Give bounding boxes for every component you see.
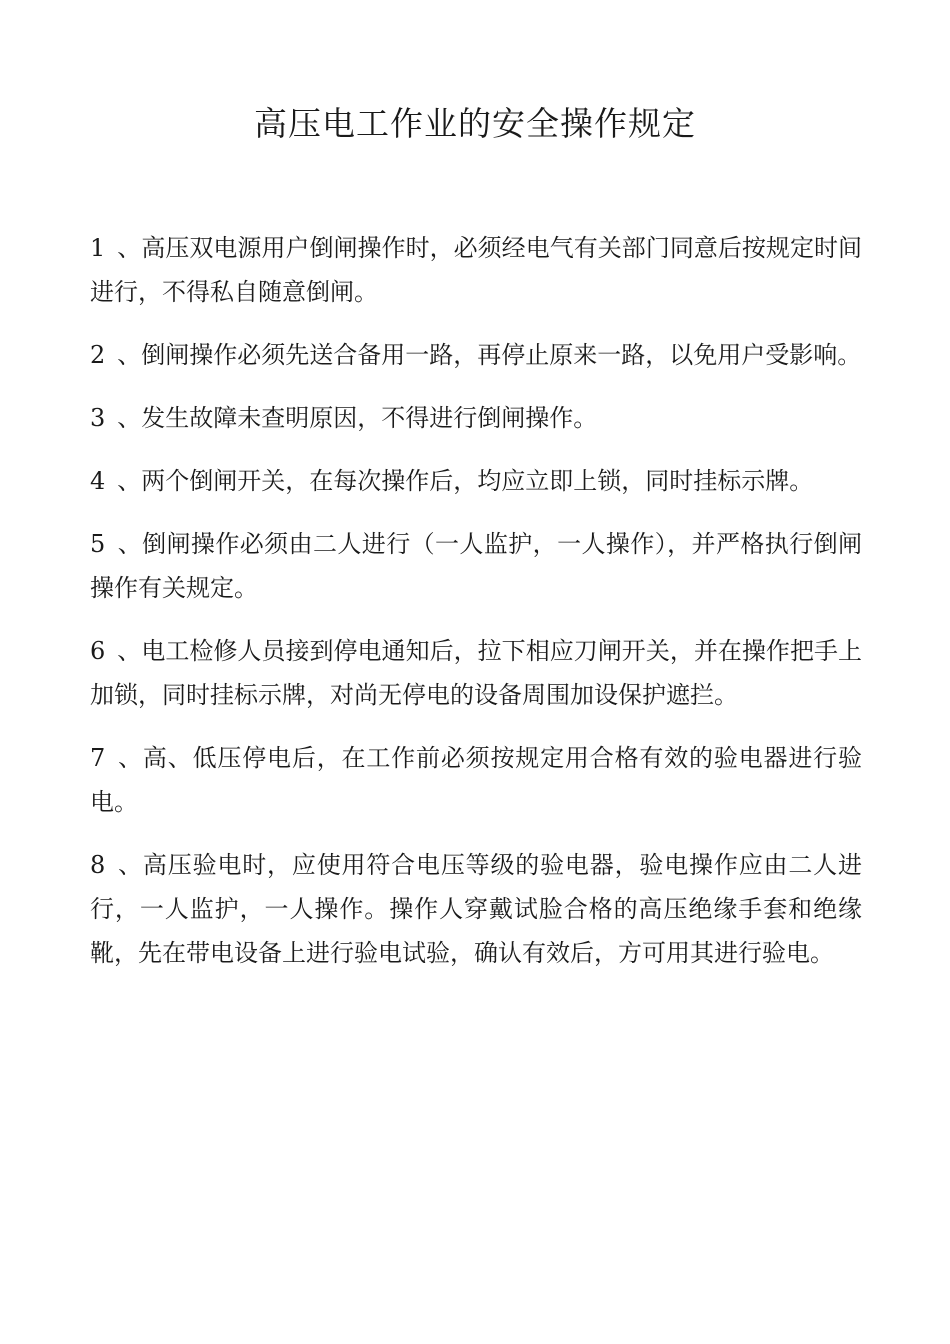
rule-item [90, 736, 862, 824]
rule-item [90, 226, 862, 314]
rule-number: 5 [90, 530, 106, 558]
rule-text: 、高、低压停电后，在工作前必须按规定用合格有效的验电器进行验电。 [90, 744, 862, 816]
rule-number: 8 [90, 851, 106, 879]
rule-item [90, 459, 862, 503]
rule-text: 、倒闸操作必须先送合备用一路，再停止原来一路，以免用户受影响。 [117, 341, 862, 369]
rule-text: 、发生故障未查明原因，不得进行倒闸操作。 [117, 404, 598, 432]
rule-text: 、高压验电时，应使用符合电压等级的验电器，验电操作应由二人进行，一人监护，一人操作。操作人穿戴试脸合格的高压绝缘手套和绝缘靴，先在带电设备上进行验电试验，确认有效后，方可用其进行验电。 [90, 851, 862, 967]
rule-number: 7 [90, 744, 106, 772]
rule-number: 6 [90, 637, 106, 665]
rule-text: 、两个倒闸开关，在每次操作后，均应立即上锁，同时挂标示牌。 [117, 467, 814, 495]
rule-text: 、高压双电源用户倒闸操作时，必须经电气有关部门同意后按规定时间进行，不得私自随意倒闸。 [90, 234, 862, 306]
document-title: 高压电工作业的安全操作规定 [254, 104, 696, 143]
rule-item [90, 629, 862, 717]
rule-text: 、倒闸操作必须由二人进行（一人监护，一人操作），并严格执行倒闸操作有关规定。 [90, 530, 862, 602]
rule-item [90, 333, 862, 377]
rule-item [90, 396, 862, 440]
rule-number: 1 [90, 234, 106, 262]
rule-item [90, 843, 862, 975]
rule-number: 4 [90, 467, 106, 495]
rule-number: 3 [90, 404, 106, 432]
rule-text: 、电工检修人员接到停电通知后，拉下相应刀闸开关，并在操作把手上加锁，同时挂标示牌，对尚无停电的设备周围加设保护遮拦。 [90, 637, 862, 709]
rule-list [90, 226, 862, 994]
rule-number: 2 [90, 341, 106, 369]
rule-item [90, 522, 862, 610]
